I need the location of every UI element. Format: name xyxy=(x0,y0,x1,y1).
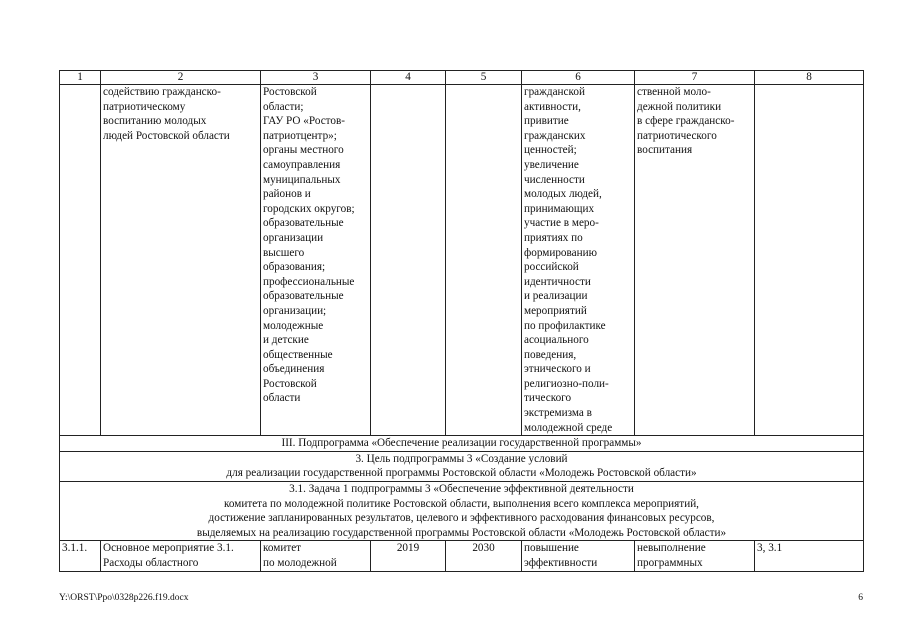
col-header-1: 1 xyxy=(60,71,101,85)
row1-start-year xyxy=(371,85,446,436)
row-last-end-year: 2030 xyxy=(446,541,522,571)
col-header-3: 3 xyxy=(261,71,371,85)
row-last-executor: комитет по молодежной xyxy=(261,541,371,571)
page-number: 6 xyxy=(858,593,863,603)
row1-indicators xyxy=(755,85,864,436)
col-header-4: 4 xyxy=(371,71,446,85)
subprogram-heading: III. Подпрограмма «Обеспечение реализации государственной программы» xyxy=(60,436,864,452)
row1-executor: Ростовской области; ГАУ РО «Ростов- патриотцентр»; органы местного самоуправления муниципальных районов и городских округов; образовательные организации высшего образования; профессиональные образовательные организации; молодежные и детские общественные объединения Ростовской области xyxy=(261,85,371,436)
goal-heading: 3. Цель подпрограммы 3 «Создание условий для реализации государственной программы Ростовской области «Молодежь Ростовской области» xyxy=(60,451,864,481)
subprogram-heading-row xyxy=(60,436,864,452)
row-last-start-year: 2019 xyxy=(371,541,446,571)
row1-end-year xyxy=(446,85,522,436)
row-last-name: Основное мероприятие 3.1. Расходы областного xyxy=(101,541,261,571)
row-last-consequences: невыполнение программных xyxy=(635,541,755,571)
file-path: Y:\ORST\Ppo\0328p226.f19.docx xyxy=(59,593,189,603)
row-last-number: 3.1.1. xyxy=(60,541,101,571)
col-header-5: 5 xyxy=(446,71,522,85)
row1-name: содействию гражданско- патриотическому воспитанию молодых людей Ростовской области xyxy=(101,85,261,436)
col-header-8: 8 xyxy=(755,71,864,85)
row1-expected-result: гражданской активности, привитие гражданских ценностей; увеличение численности молодых людей, принимающих участие в меро- приятиях по формированию российской идентичности и реализации мероприятий по профилактике асоциального поведения, этнического и религиозно-поли- тического экстремизма в молодежной среде xyxy=(522,85,635,436)
col-header-6: 6 xyxy=(522,71,635,85)
task-heading-row xyxy=(60,482,864,541)
header-row xyxy=(60,71,864,85)
row1-consequences: ственной моло- дежной политики в сфере гражданско- патриотического воспитания xyxy=(635,85,755,436)
task-heading: 3.1. Задача 1 подпрограммы 3 «Обеспечение эффективной деятельности комитета по молодежной политике Ростовской области, выполнения всего комплекса мероприятий, достижение запланированных результатов, целевого и эффективного расходования финансовых ресурсов, выделяемых на реализацию государственной программы Ростовской области «Молодежь Ростовской области» xyxy=(60,482,864,541)
program-table xyxy=(59,70,864,572)
table-row xyxy=(60,541,864,571)
row1-number xyxy=(60,85,101,436)
table-row xyxy=(60,85,864,436)
goal-heading-row xyxy=(60,451,864,481)
col-header-2: 2 xyxy=(101,71,261,85)
col-header-7: 7 xyxy=(635,71,755,85)
row-last-indicators: 3, 3.1 xyxy=(755,541,864,571)
row-last-expected-result: повышение эффективности xyxy=(522,541,635,571)
